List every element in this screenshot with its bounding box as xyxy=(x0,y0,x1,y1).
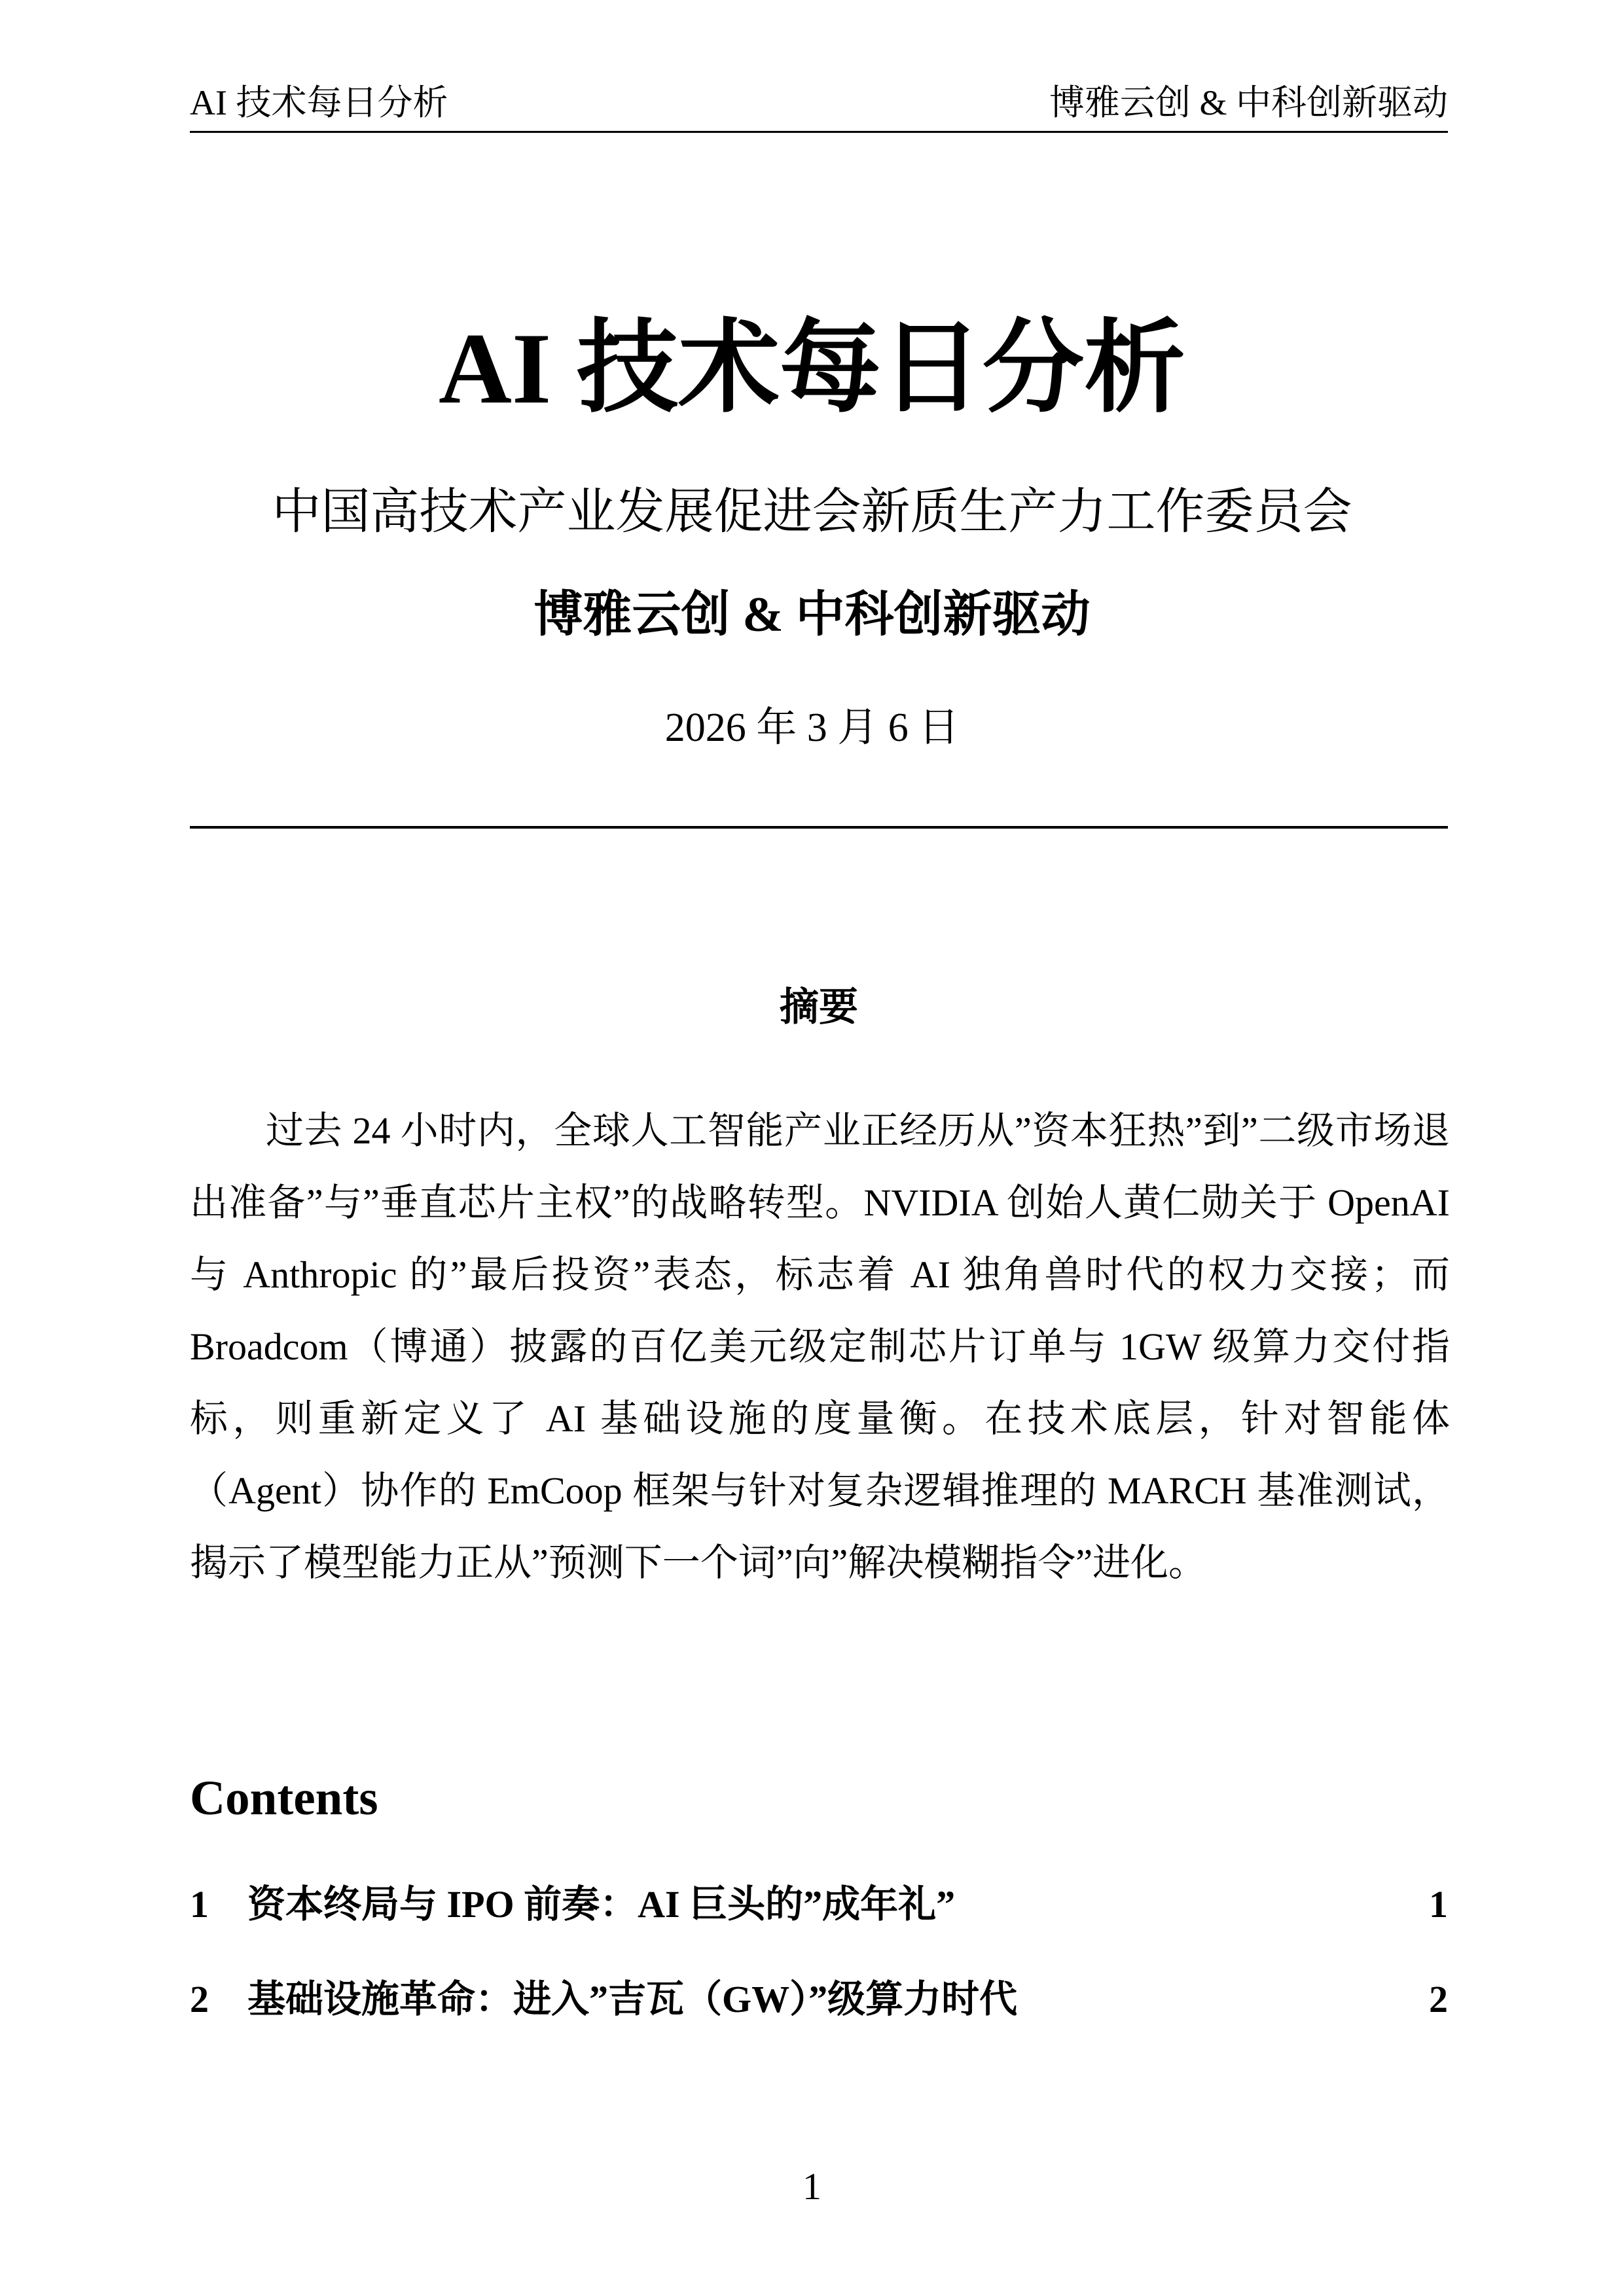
running-header-left: AI 技术每日分析 xyxy=(190,83,448,122)
title-rule xyxy=(190,826,1448,829)
page-number: 1 xyxy=(803,2165,821,2208)
document-organization: 中国高技术产业发展促进会新质生产力工作委员会 xyxy=(272,485,1352,539)
toc-entry-1-title: 资本终局与 IPO 前奏：AI 巨头的”成年礼” xyxy=(247,1883,956,1926)
toc-entry-2 xyxy=(190,1977,1448,2022)
toc-entry-2-page: 2 xyxy=(1429,1978,1448,2020)
toc-entry-2-number: 2 xyxy=(190,1978,209,2020)
running-header xyxy=(190,83,1448,122)
document-title: AI 技术每日分析 xyxy=(438,312,1185,425)
toc-entry-1-number: 1 xyxy=(190,1883,209,1926)
running-header-right: 博雅云创 & 中科创新驱动 xyxy=(1049,83,1448,122)
toc-entry-2-title: 基础设施革命：进入”吉瓦（GW）”级算力时代 xyxy=(247,1978,1018,2020)
document-authors: 博雅云创 & 中科创新驱动 xyxy=(533,588,1091,642)
toc-entry-1 xyxy=(190,1882,1448,1928)
abstract-heading: 摘要 xyxy=(780,986,858,1029)
header-rule xyxy=(190,131,1448,133)
contents-heading: Contents xyxy=(190,1771,378,1825)
toc-entry-1-page: 1 xyxy=(1429,1883,1448,1926)
document-date: 2026 年 3 月 6 日 xyxy=(664,706,960,750)
abstract-paragraph: 过去 24 小时内，全球人工智能产业正经历从”资本狂热”到”二级市场退出准备”与”垂直芯片主权”的战略转型。NVIDIA 创始人黄仁勋关于 OpenAI 与 Anthropic 的”最后投资”表态，标志着 AI 独角兽时代的权力交接；而 Broadcom（博通）披露的百亿美元级定制芯片订单与 1GW 级算力交付指标，则重新定义了 AI 基础设施的度量衡。在技术底层，针对智能体（Agent）协作的 EmCoop 框架与针对复杂逻辑推理的 MARCH 基准测试，揭示了模型能力正从”预测下一个词”向”解决模糊指令”进化。 xyxy=(190,1109,1450,1584)
